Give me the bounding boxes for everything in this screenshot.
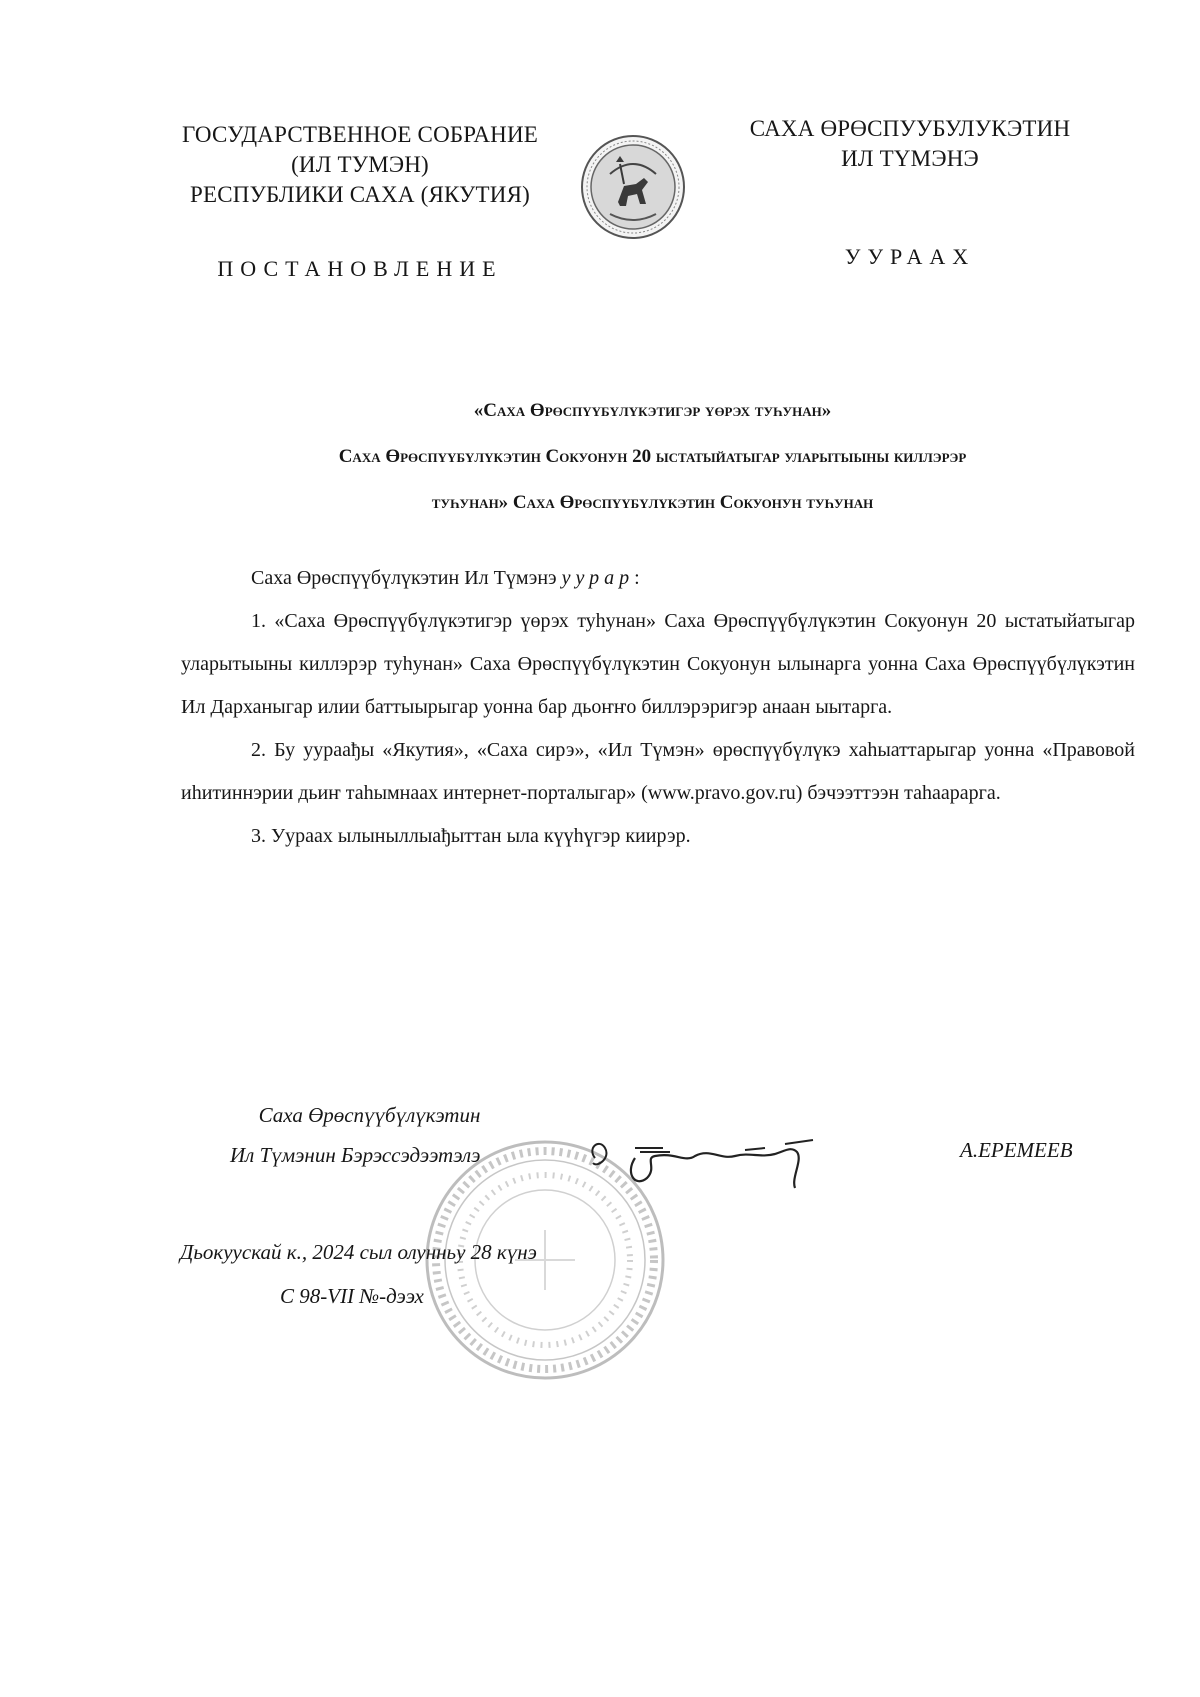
title-line-1: «Саха Өрөспүүбүлүкэтигэр үөрэх туһунан» (473, 400, 832, 421)
body-intro (181, 557, 1135, 600)
coat-of-arms-emblem-icon (580, 134, 686, 240)
title-line-3: туһунан» Саха Өрөспүүбүлүкэтин Сокуонун туһунан (431, 492, 874, 513)
header-right-line-2: ИЛ ТҮМЭНЭ (841, 146, 979, 171)
document-number: С 98-VII №-дээх (280, 1284, 424, 1308)
handwritten-signature-icon (585, 1118, 845, 1208)
body-paragraph-2: 2. Бу уураађы «Якутия», «Саха сирэ», «Ил Түмэн» өрөспүүбүлүкэ хаһыаттарыгар уонна «Правовой иһитиннэрии дьиҥ таһымнаах интернет-порталыгар» (www.pravo.gov.ru) бэчээттээн таһаарарга. (181, 739, 1135, 804)
document-title (170, 388, 1135, 526)
signing-place-date (180, 1230, 537, 1318)
intro-prefix: Саха Өрөспүүбүлүкэтин Ил Түмэнэ (251, 567, 557, 589)
title-line-2: Саха Өрөспүүбүлүкэтин Сокуонун 20 ыстатыйатыгар уларытыыны киллэрэр (338, 446, 967, 467)
body-paragraph-1: 1. «Саха Өрөспүүбүлүкэтигэр үөрэх туһунан» Саха Өрөспүүбүлүкэтин Сокуонун 20 ыстатыйатыгар уларытыыны киллэрэр туһунан» Саха Өрөспүүбүлүкэтин Сокуонун ылынарга уонна Саха Өрөспүүбүлүкэтин Ил Дарханыгар илии баттыырыгар уонна бар дьоҥҥо биллэрэригэр анаан ыытарга. (181, 610, 1135, 718)
header-right-org (720, 114, 1100, 174)
header-left-org (160, 120, 560, 210)
doc-type-sah: УУРААХ (844, 244, 976, 269)
place-date: Дьокуускай к., 2024 сыл олунньу 28 күнэ (180, 1240, 537, 1264)
signatory-name: А.ЕРЕМЕЕВ (960, 1138, 1073, 1162)
body-paragraph-3: 3. Уураах ылыныллыађыттан ыла күүһүгэр киирэр. (251, 825, 691, 847)
header-left-line-1: ГОСУДАРСТВЕННОЕ СОБРАНИЕ (181, 122, 539, 147)
position-line-2: Ил Түмэнин Бэрэссэдээтэлэ (230, 1143, 481, 1167)
position-line-1: Саха Өрөспүүбүлүкэтин (258, 1103, 481, 1127)
intro-verb: уурар (561, 567, 635, 589)
header-left-line-3: РЕСПУБЛИКИ САХА (ЯКУТИЯ) (189, 182, 531, 207)
header-right-line-1: САХА ӨРӨСПУУБУЛУКЭТИН (749, 116, 1071, 141)
intro-suffix: : (634, 567, 640, 589)
document-body (181, 557, 1135, 858)
header-left-line-2: (ИЛ ТУМЭН) (291, 152, 429, 177)
doc-type-ru: ПОСТАНОВЛЕНИЕ (217, 256, 503, 281)
